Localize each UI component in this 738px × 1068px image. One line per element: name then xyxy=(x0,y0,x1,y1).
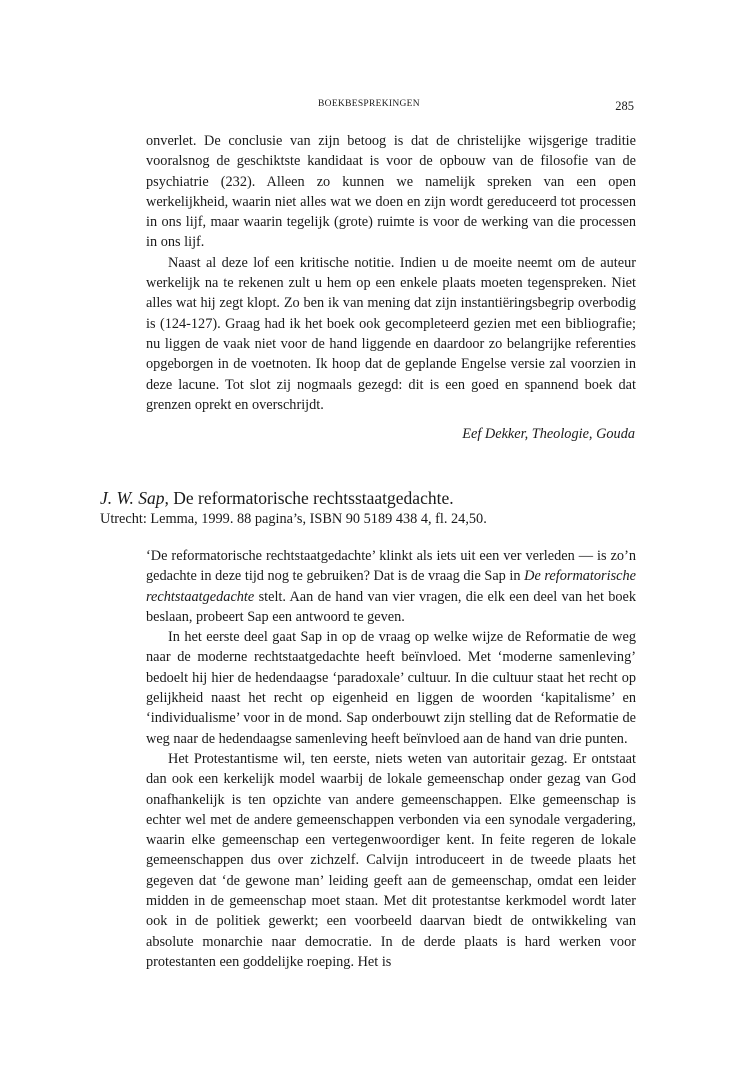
paragraph: Naast al deze lof een kritische notitie. Indien u de moeite neemt om de auteur werkelijk na te rekenen zult u hem op een enkele plaats moeten tegenspreken. Niet alles wat hij zegt klopt. Zo ben ik van mening dat zijn instantiëringsbegrip overbodig is (124-127). Graag had ik het boek ook gecompleteerd gezien met een bibliografie; nu liggen de vaak niet voor de hand liggende en daardoor zo belangrijke referenties opgeborgen in de voetnoten. Ik hoop dat de geplande Engelse versie zal voorzien in deze lacune. Tot slot zij nogmaals gezegd: dit is een goed en spannend boek dat grenzen oprekt en overschrijdt. xyxy=(146,254,636,413)
page-number: 285 xyxy=(615,99,634,113)
reviewer-signature: Eef Dekker, Theologie, Gouda xyxy=(462,426,635,442)
italic-book-title: De reformatorische rechtstaatgedachte xyxy=(146,568,636,605)
review-body xyxy=(146,546,636,972)
book-title: De reformatorische rechtsstaatgedachte. xyxy=(173,488,454,508)
paragraph: In het eerste deel gaat Sap in op de vraag op welke wijze de Reformatie de weg naar de moderne rechtstaatgedachte heeft beïnvloed. Met ‘moderne samenleving’ bedoelt hij hier de hedendaagse ‘paradoxale’ cultuur. In die cultuur staat het recht op gelijkheid naast het recht op eigenheid en liggen de woorden ‘kapitalisme’ en ‘individualisme’ voor in de mond. Sap onderbouwt zijn stelling dat de Reformatie de weg naar de hedendaagse samenleving heeft beïnvloed aan de hand van drie punten. xyxy=(146,629,636,747)
page-header xyxy=(0,99,738,115)
paragraph: onverlet. De conclusie van zijn betoog is dat de christelijke wijsgerige traditie vooralsnog de geschiktste kandidaat is voor de opbouw van de filosofie van de psychiatrie (232). Alleen zo kunnen we namelijk spreken van een open werkelijkheid, waarin niet alles wat we doen en zijn wordt gereduceerd tot processen in ons lijf, maar waarin tegelijk (grote) ruimte is voor de werking van die processen in ons lijf. xyxy=(146,133,636,251)
text-run: stelt. Aan de hand van vier vragen, die elk een deel van het boek beslaan, probeert Sap een antwoord te geven. xyxy=(146,588,636,625)
paragraph xyxy=(146,546,636,627)
publication-info: Utrecht: Lemma, 1999. 88 pagina’s, ISBN 90 5189 438 4, fl. 24,50. xyxy=(100,511,487,527)
text-run: ‘De reformatorische rechtstaatgedachte’ klinkt als iets uit een ver verleden — is zo’n gedachte in deze tijd nog te gebruiken? Dat is de vraag die Sap in xyxy=(146,548,636,585)
book-author: J. W. Sap, xyxy=(100,488,169,508)
review-continuation xyxy=(146,131,636,415)
book-title-line xyxy=(100,488,454,509)
running-head: BOEKBESPREKINGEN xyxy=(318,99,420,109)
paragraph: Het Protestantisme wil, ten eerste, niets weten van autoritair gezag. Er ontstaat dan ook een kerkelijk model waarbij de lokale gemeenschap onder gezag van God onafhankelijk is ten opzichte van andere gemeenschappen. Elke gemeenschap is echter wel met de andere gemeenschappen verbonden via een synodale vergadering, waarin elke gemeenschap een vertegenwoordiger kent. In feite regeren de lokale gemeenschappen dus over zichzelf. Calvijn introduceert in de tweede plaats het gegeven dat ‘de gewone man’ leiding geeft aan de gemeenschap, omdat een leider midden in de gemeenschap moet staan. Met dit protestantse kerkmodel wordt later ook in de politiek gewerkt; een voorbeeld daarvan biedt de ontwikkeling van absolute monarchie naar democratie. In de derde plaats is hard werken voor protestanten een goddelijke roeping. Het is xyxy=(146,750,636,970)
